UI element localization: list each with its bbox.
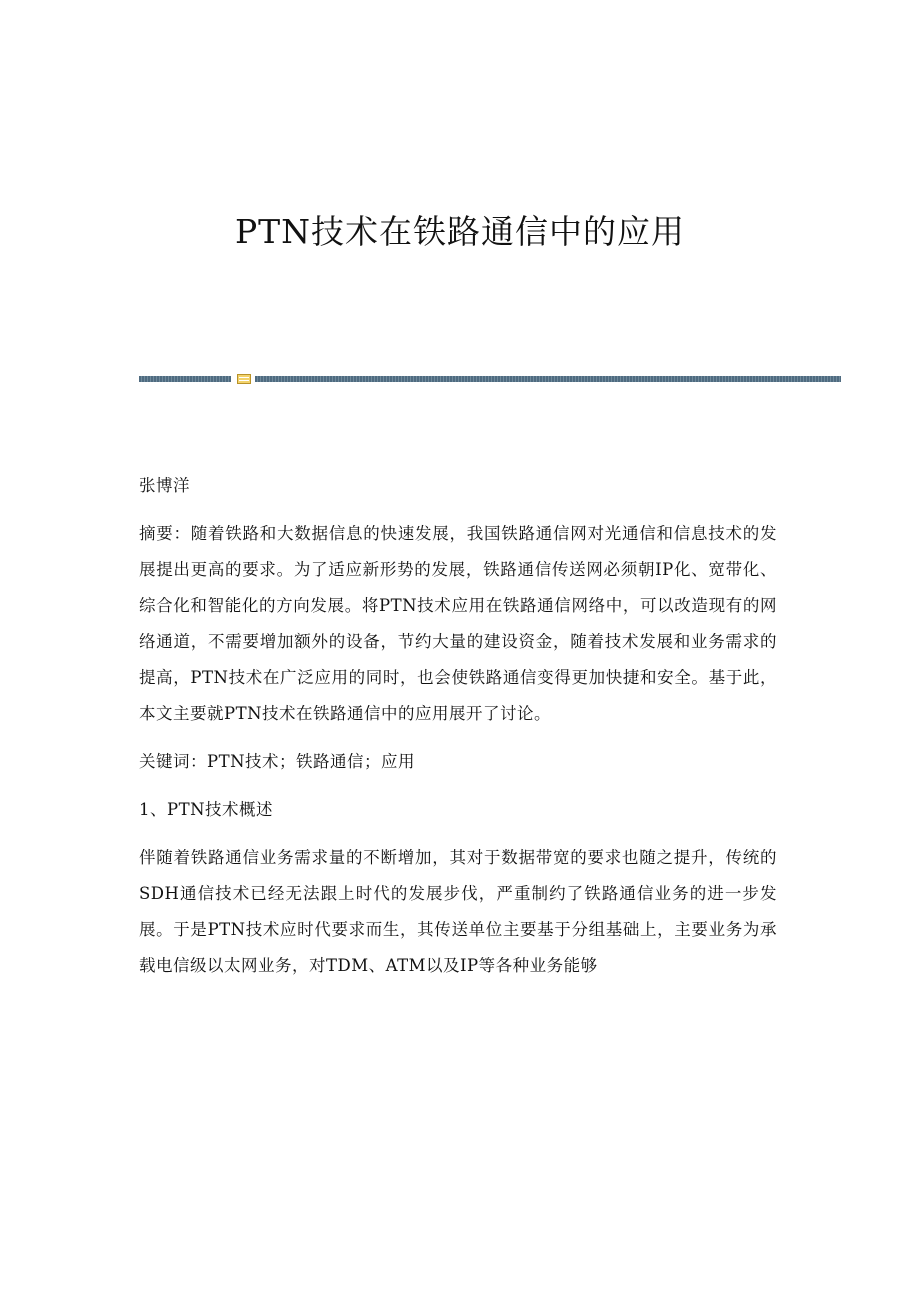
author-name: 张博洋 [139, 476, 190, 495]
abstract-paragraph: 摘要：随着铁路和大数据信息的快速发展，我国铁路通信网对光通信和信息技术的发展提出更高的要求。为了适应新形势的发展，铁路通信传送网必须朝IP化、宽带化、综合化和智能化的方向发展。将PTN技术应用在铁路通信网络中，可以改造现有的网络通道，不需要增加额外的设备，节约大量的建设资金，随着技术发展和业务需求的提高，PTN技术在广泛应用的同时，也会使铁路通信变得更加快捷和安全。基于此，本文主要就PTN技术在铁路通信中的应用展开了讨论。 [139, 524, 777, 723]
document-title: PTN技术在铁路通信中的应用 [234, 212, 686, 251]
title-divider [139, 374, 841, 384]
divider-bar-right [255, 376, 841, 382]
divider-bar-left [139, 376, 231, 382]
divider-ornament-icon [237, 374, 251, 384]
section-1-paragraph: 伴随着铁路通信业务需求量的不断增加，其对于数据带宽的要求也随之提升，传统的SDH通信技术已经无法跟上时代的发展步伐，严重制约了铁路通信业务的进一步发展。于是PTN技术应时代要求而生，其传送单位主要基于分组基础上，主要业务为承载电信级以太网业务，对TDM、ATM以及IP等各种业务能够 [139, 848, 777, 975]
keywords-line: 关键词：PTN技术；铁路通信；应用 [139, 752, 416, 771]
section-1-heading: 1、PTN技术概述 [139, 800, 274, 819]
document-body [139, 468, 777, 984]
